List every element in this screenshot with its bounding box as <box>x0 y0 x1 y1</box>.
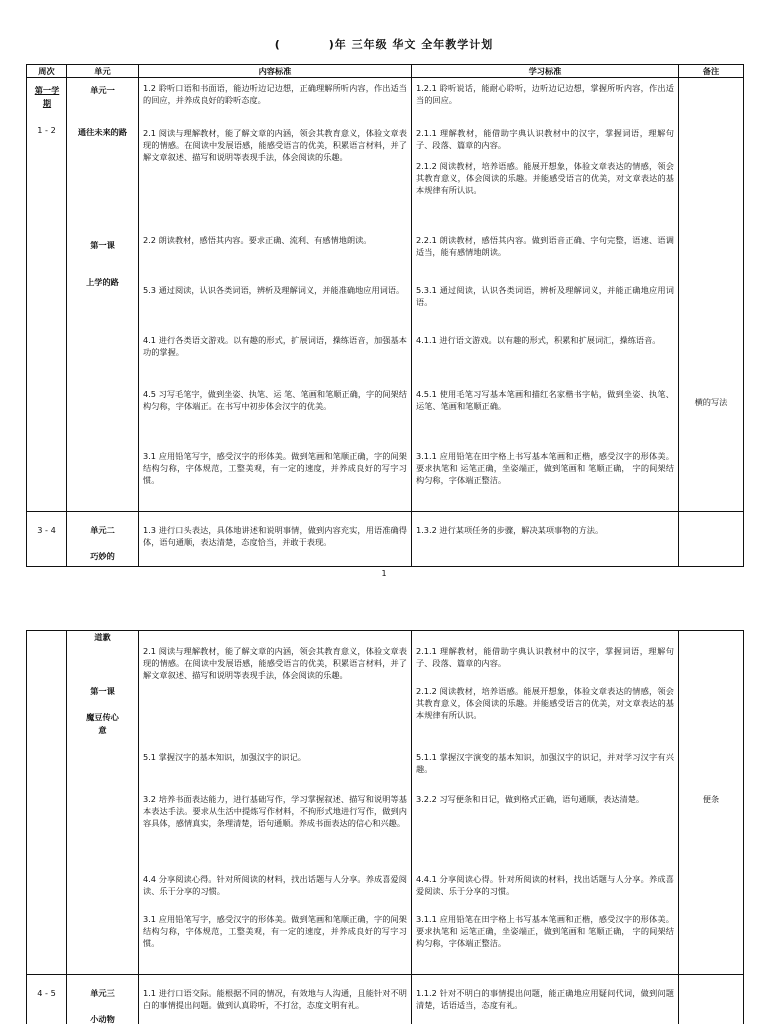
content-item: 5.1 掌握汉字的基本知识，加强汉字的识记。 <box>143 752 306 762</box>
header-week: 周次 <box>27 65 67 78</box>
unit-label: 单元三 <box>90 988 115 998</box>
week-range: 4 - 5 <box>37 988 56 998</box>
learning-item: 4.4.1 分享阅读心得。针对所阅读的材料，找出话题与人分享。养成喜爱阅读、乐于分享的习惯。 <box>416 874 674 896</box>
learning-standard-cell <box>412 78 679 512</box>
lesson-title: 上学的路 <box>86 277 119 287</box>
table-row <box>27 512 744 567</box>
unit-cell <box>67 78 139 512</box>
content-item: 4.4 分享阅读心得。针对所阅读的材料，找出话题与人分享。养成喜爱阅读、乐于分享的习惯。 <box>143 874 407 896</box>
learning-item: 2.1.2 阅读教材，培养语感。能展开想象，体验文章表达的情感，领会其教育意义，体会阅读的乐趣。并能感受语言的优美，对文章表达的基本规律有所认识。 <box>416 161 674 195</box>
page-gap <box>0 600 768 628</box>
unit-label: 单元一 <box>90 85 115 95</box>
week-cell <box>27 631 67 975</box>
content-item: 1.2 聆听口语和书面语，能边听边记边想，正确理解所听内容，作出适当的回应，并养成良好的聆听态度。 <box>143 83 407 105</box>
plan-table-page-2 <box>26 630 744 1024</box>
content-item: 3.1 应用铅笔写字，感受汉字的形体美。做到笔画和笔顺正确，字的间架结构匀称，字体规范，工整美观，有一定的速度，并养成良好的写字习惯。 <box>143 914 407 948</box>
learning-item: 1.2.1 聆听说话，能耐心聆听，边听边记边想，掌握所听内容，作出适当的回应。 <box>416 83 674 105</box>
content-item: 2.2 朗读教材，感悟其内容。要求正确、流利、有感情地朗读。 <box>143 235 372 245</box>
content-item: 2.1 阅读与理解教材，能了解文章的内涵，领会其教育意义，体验文章表现的情感。在阅读中发展语感，能感受语言的优美，积累语言材料，并了解文章叙述、描写和说明等表现手法，体会阅读的乐趣。 <box>143 646 407 680</box>
learning-item: 1.3.2 进行某项任务的步骤，解决某项事物的方法。 <box>416 525 604 535</box>
plan-table-page-1 <box>26 64 744 567</box>
lesson-title: 魔豆传心意 <box>86 712 119 735</box>
header-learning-standard: 学习标准 <box>412 65 679 78</box>
week-cell <box>27 512 67 567</box>
learning-item: 3.1.1 应用铅笔在田字格上书写基本笔画和正楷，感受汉字的形体美。要求执笔和 运笔正确，坐姿端正，做到笔画和 笔顺正确， 字的间架结构匀称，字体端正整洁。 <box>416 914 674 948</box>
week-range: 1 - 2 <box>37 125 56 135</box>
week-range: 3 - 4 <box>37 525 56 535</box>
content-item: 4.1 进行各类语文游戏。以有趣的形式，扩展词语，操练语音，加强基本功的掌握。 <box>143 335 407 357</box>
content-standard-cell <box>139 78 412 512</box>
week-cell <box>27 78 67 512</box>
table-header-row <box>27 65 744 78</box>
content-standard-cell <box>139 631 412 975</box>
learning-standard-cell <box>412 975 679 1024</box>
header-content-standard: 内容标准 <box>139 65 412 78</box>
document-title: ( )年 三年级 华文 全年教学计划 <box>274 38 494 51</box>
content-item: 5.3 通过阅读，认识各类词语，辨析及理解词义，并能准确地应用词语。 <box>143 285 405 295</box>
content-item: 3.2 培养书面表达能力，进行基础写作，学习掌握叙述、描写和说明等基本表达手法。要求从生活中提炼写作材料，不拘形式地进行写作，做到内容具体，感情真实，条理清楚，语句通顺。养成书面表达的信心和兴趣。 <box>143 794 407 828</box>
content-item: 3.1 应用铅笔写字，感受汉字的形体美。做到笔画和笔顺正确，字的间架结构匀称，字体规范，工整美观，有一定的速度，并养成良好的写字习惯。 <box>143 451 407 485</box>
learning-standard-cell <box>412 631 679 975</box>
note-text: 横的写法 <box>694 397 728 407</box>
header-unit: 单元 <box>67 65 139 78</box>
learning-item: 1.1.2 针对不明白的事情提出问题，能正确地应用疑问代词，做到问题清楚，话语适当，态度有礼。 <box>416 988 674 1010</box>
content-item: 2.1 阅读与理解教材，能了解文章的内涵，领会其教育意义，体验文章表现的情感。在阅读中发展语感，能感受语言的优美，积累语言材料，并了解文章叙述、描写和说明等表现手法，体会阅读的乐趣。 <box>143 128 407 162</box>
note-cell <box>679 975 744 1024</box>
unit-title: 通往未来的路 <box>77 127 128 137</box>
learning-item: 5.1.1 掌握汉字演变的基本知识，加强汉字的识记，并对学习汉字有兴趣。 <box>416 752 674 774</box>
learning-item: 2.1.1 理解教材，能借助字典认识教材中的汉字，掌握词语，理解句子、段落、篇章的内容。 <box>416 646 674 668</box>
learning-item: 2.2.1 朗读教材，感悟其内容。做到语音正确、字句完整，语速、语调适当，能有感情地朗读。 <box>416 235 674 257</box>
content-item: 1.1 进行口语交际。能根据不同的情况，有效地与人沟通，且能针对不明白的事情提出问题。做到认真聆听，不打岔，态度文明有礼。 <box>143 988 407 1010</box>
note-cell <box>679 631 744 975</box>
learning-item: 2.1.1 理解教材，能借助字典认识教材中的汉字，掌握词语，理解句子、段落、篇章的内容。 <box>416 128 674 150</box>
learning-standard-cell <box>412 512 679 567</box>
note-cell <box>679 78 744 512</box>
table-row <box>27 78 744 512</box>
content-standard-cell <box>139 975 412 1024</box>
header-note: 备注 <box>679 65 744 78</box>
unit-cell <box>67 512 139 567</box>
learning-item: 4.5.1 使用毛笔习写基本笔画和描红名家楷书字帖，做到坐姿、执笔、运笔、笔画和笔顺正确。 <box>416 389 674 411</box>
content-standard-cell <box>139 512 412 567</box>
week-cell <box>27 975 67 1024</box>
learning-item: 2.1.2 阅读教材，培养语感。能展开想象，体验文章表达的情感，领会其教育意义，体会阅读的乐趣。并能感受语言的优美，对文章表达的基本规律有所认识。 <box>416 686 674 720</box>
learning-item: 3.2.2 习写便条和日记，做到格式正确，语句通顺，表达清楚。 <box>416 794 645 804</box>
table-row <box>27 975 744 1024</box>
learning-item: 5.3.1 通过阅读，认识各类词语，辨析及理解词义，并能正确地应用词语。 <box>416 285 674 307</box>
note-text: 便条 <box>702 794 720 804</box>
learning-item: 4.1.1 进行语文游戏。以有趣的形式，积累和扩展词汇，操练语音。 <box>416 335 661 345</box>
note-cell <box>679 512 744 567</box>
unit-cell <box>67 631 139 975</box>
document-page-2 <box>0 628 768 1024</box>
page-number: 1 <box>381 569 387 578</box>
unit-title: 巧妙的 <box>90 551 115 561</box>
content-item: 4.5 习写毛笔字，做到坐姿、执笔、运 笔、笔画和笔顺正确，字的间架结构匀称，字体端正。在书写中初步体会汉字的优美。 <box>143 389 407 411</box>
unit-title-continued: 道歉 <box>94 632 111 642</box>
unit-title: 小动物 <box>90 1014 115 1024</box>
learning-item: 3.1.1 应用铅笔在田字格上书写基本笔画和正楷，感受汉字的形体美。要求执笔和 运笔正确，坐姿端正，做到笔画和 笔顺正确， 字的间架结构匀称，字体端正整洁。 <box>416 451 674 485</box>
unit-cell <box>67 975 139 1024</box>
table-row <box>27 631 744 975</box>
content-item: 1.3 进行口头表达，具体地讲述和说明事情，做到内容充实，用语准确得体，语句通顺，表达清楚，态度恰当，并敢于表现。 <box>143 525 407 547</box>
lesson-label: 第一课 <box>90 240 115 250</box>
lesson-label: 第一课 <box>90 686 115 696</box>
unit-label: 单元二 <box>90 525 115 535</box>
term-label: 第一学期 <box>34 85 60 108</box>
